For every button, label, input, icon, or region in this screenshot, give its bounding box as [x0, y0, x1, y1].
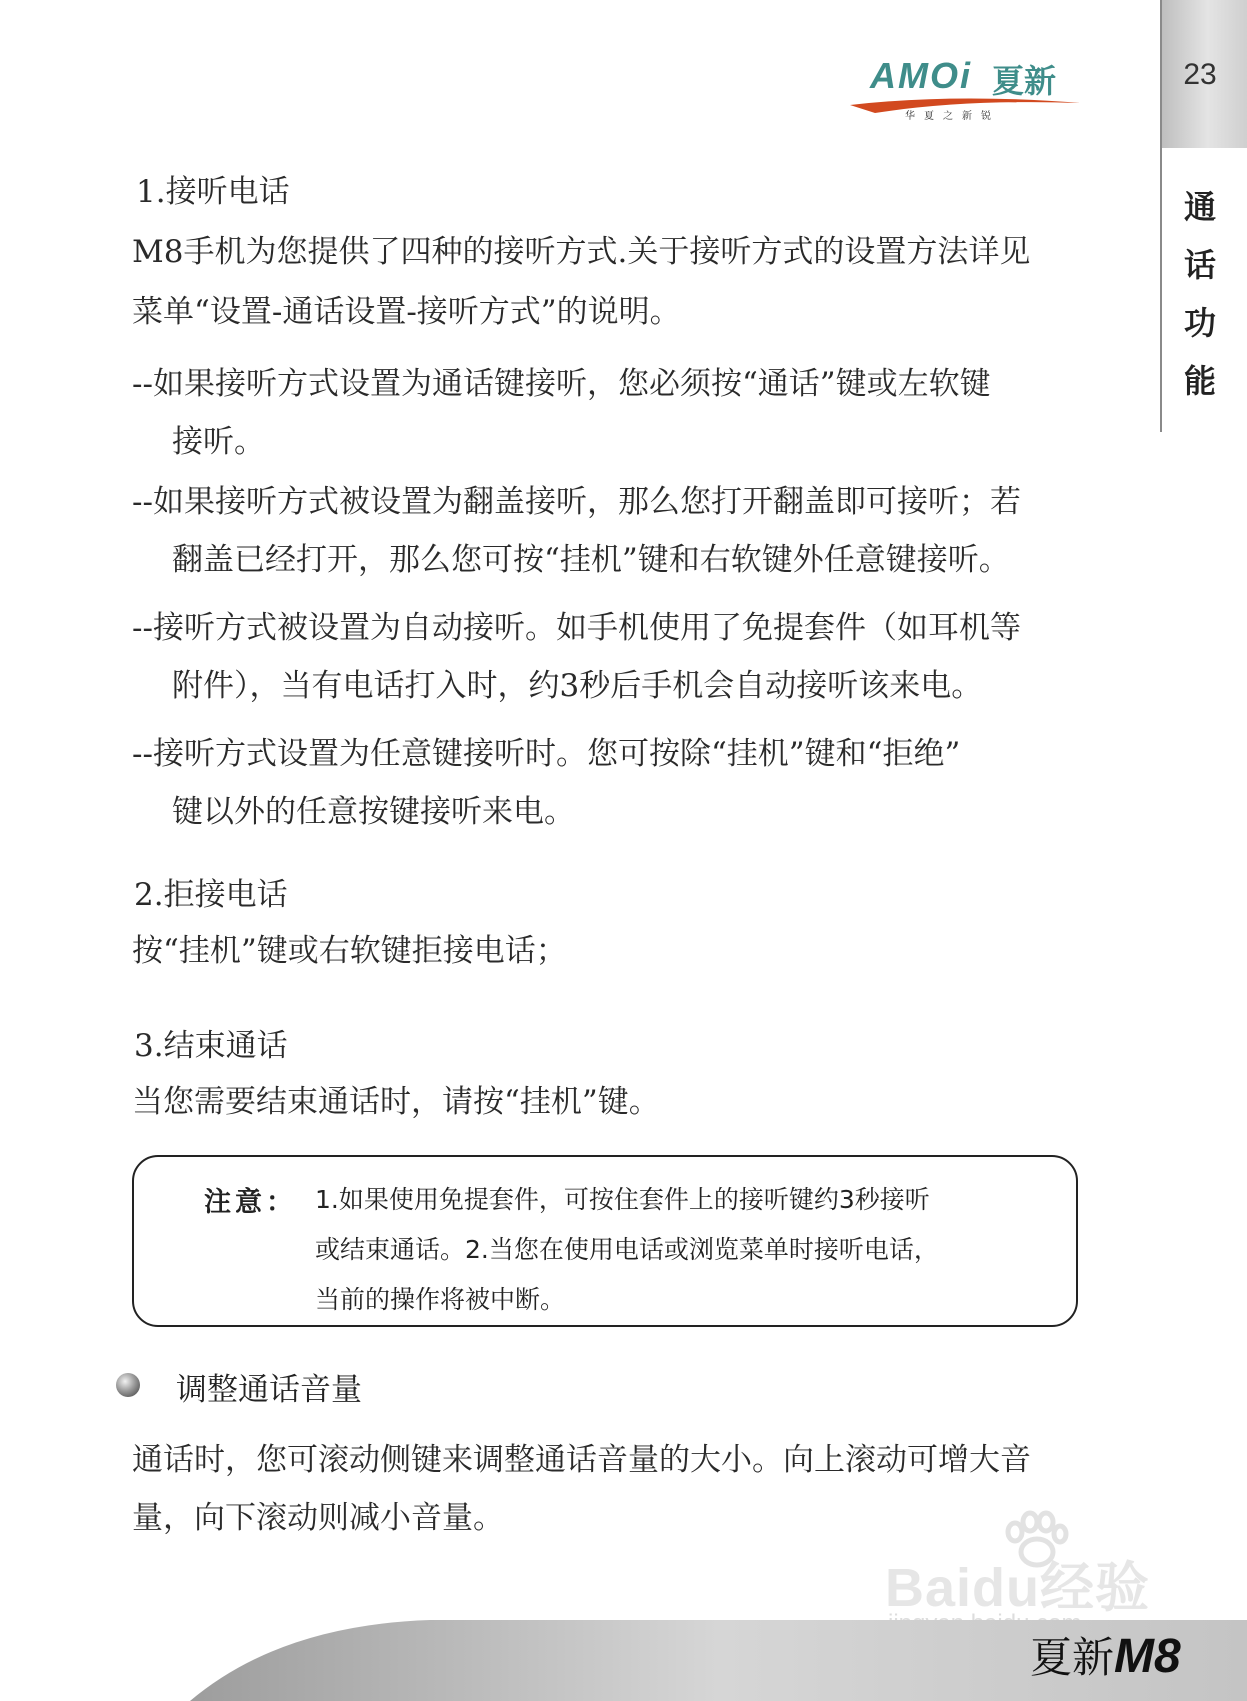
list-item: --如果接听方式设置为通话键接听，您必须按“通话”键或左软键: [132, 366, 991, 402]
side-tab-char: 话: [1183, 246, 1216, 284]
paragraph-line: M8手机为您提供了四种的接听方式.关于接听方式的设置方法详见: [132, 234, 1031, 270]
list-item-continuation: 翻盖已经打开，那么您可按“挂机”键和右软键外任意键接听。: [172, 542, 1010, 578]
list-item-continuation: 附件），当有电话打入时，约3秒后手机会自动接听该来电。: [172, 668, 983, 704]
side-tab-char: 通: [1183, 188, 1216, 226]
footer-brand: [1030, 1625, 1181, 1685]
list-item-continuation: 键以外的任意按键接听来电。: [172, 794, 575, 830]
paragraph-line: 量，向下滚动则减小音量。: [132, 1500, 504, 1536]
logo-slogan: 华夏之新锐: [905, 111, 1000, 122]
list-item: --如果接听方式被设置为翻盖接听，那么您打开翻盖即可接听；若: [132, 484, 1021, 520]
logo-brand: AMOi: [870, 55, 972, 96]
paragraph-line: 按“挂机”键或右软键拒接电话；: [132, 933, 567, 969]
bullet-icon: [116, 1373, 140, 1397]
paragraph-line: 菜单“设置-通话设置-接听方式”的说明。: [132, 294, 681, 330]
list-item-continuation: 接听。: [172, 424, 265, 460]
paragraph-line: 通话时，您可滚动侧键来调整通话音量的大小。向上滚动可增大音: [132, 1442, 1031, 1478]
watermark: Baidu经验: [885, 1558, 1151, 1618]
side-tab-char: 功: [1183, 304, 1216, 342]
footer-brand-cn: 夏新: [1030, 1633, 1115, 1682]
section-heading: 调整通话音量: [176, 1372, 362, 1408]
section-heading: 2.拒接电话: [134, 877, 288, 913]
logo-brand-cn: 夏新: [992, 62, 1057, 100]
list-item: --接听方式设置为任意键接听时。您可按除“挂机”键和“拒绝”: [132, 736, 961, 772]
section-heading: 1.接听电话: [136, 174, 290, 210]
note-line: 当前的操作将被中断。: [315, 1285, 566, 1314]
paragraph-line: 当您需要结束通话时，请按“挂机”键。: [132, 1084, 660, 1120]
footer-model: M8: [1114, 1630, 1181, 1683]
section-heading: 3.结束通话: [134, 1028, 288, 1064]
note-line: 1.如果使用免提套件，可按住套件上的接听键约3秒接听: [315, 1185, 930, 1214]
list-item: --接听方式被设置为自动接听。如手机使用了免提套件（如耳机等: [132, 610, 1021, 646]
note-line: 或结束通话。2.当您在使用电话或浏览菜单时接听电话，: [315, 1235, 939, 1264]
page-number: 23: [1183, 58, 1217, 91]
side-tab-char: 能: [1183, 362, 1216, 400]
note-label: 注意：: [204, 1187, 297, 1218]
